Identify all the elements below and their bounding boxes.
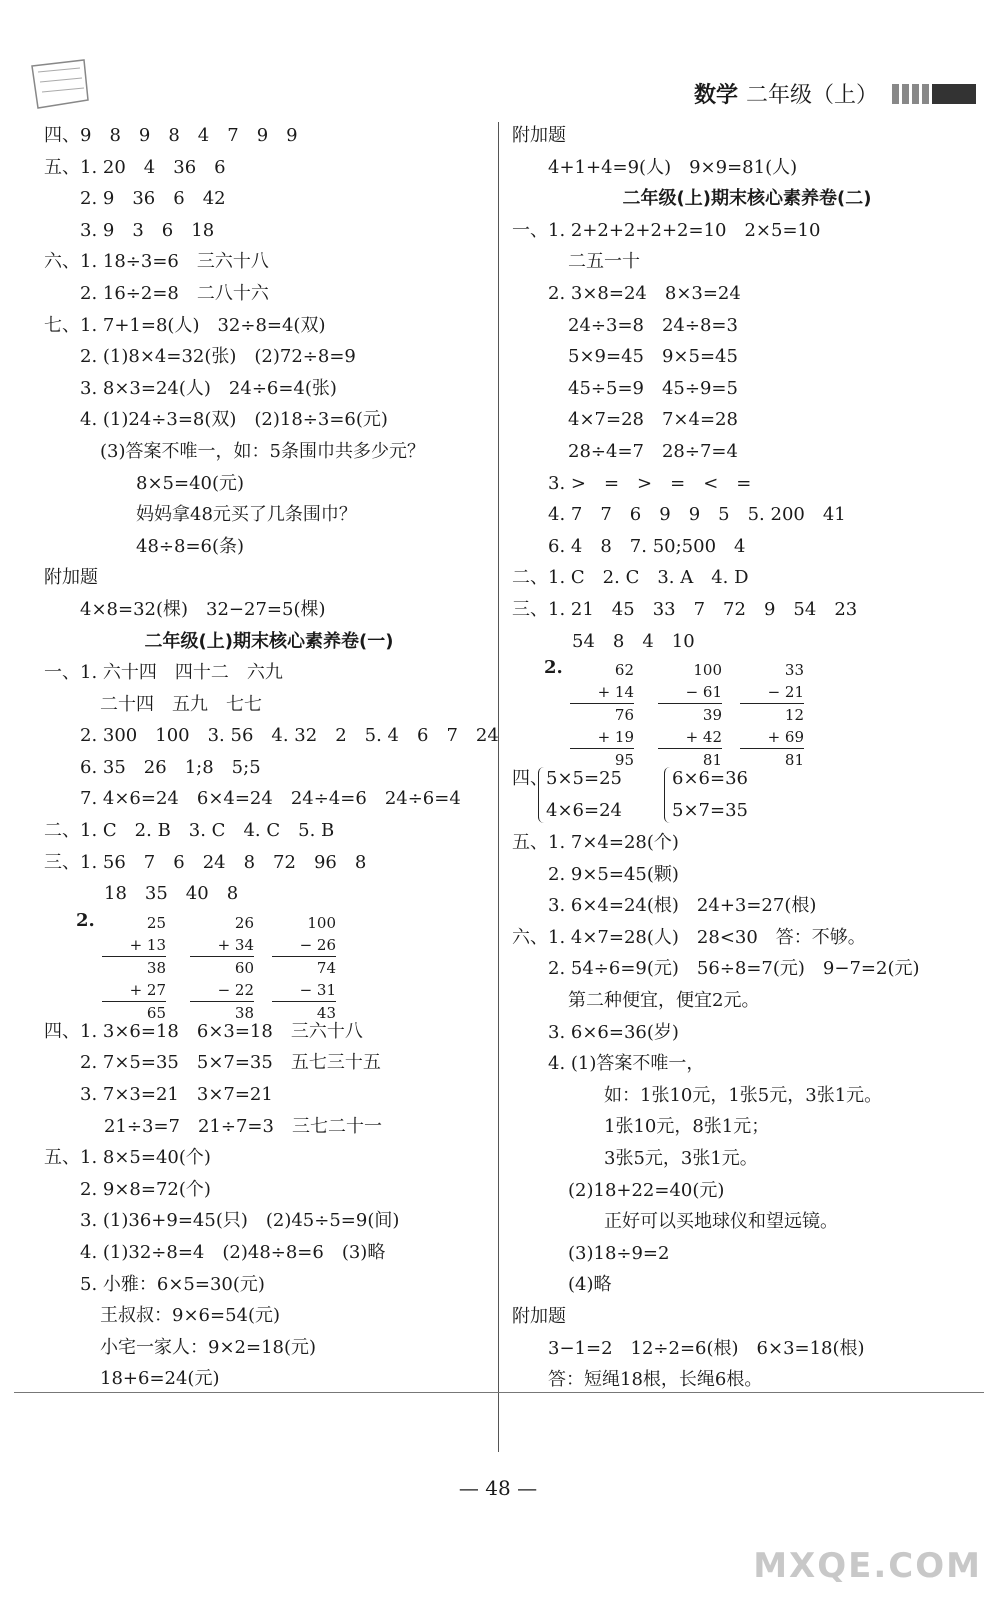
- answer-line: 4. (1)32÷8=4 (2)48÷8=6 (3)略: [80, 1242, 386, 1263]
- calc-row: 26: [234, 913, 254, 932]
- answer-line: 2. 300 100 3. 56 4. 32 2 5. 4 6 7 24: [80, 725, 499, 747]
- page-header: [694, 78, 976, 109]
- answer-line: 二五一十: [568, 251, 640, 273]
- calc-row: 33: [784, 661, 804, 680]
- right-column: [512, 120, 982, 1396]
- answer-line: 3. 8×3=24(人) 24÷6=4(张): [80, 377, 337, 399]
- answer-line: 6. 4 8 7. 50;500 4: [548, 535, 746, 557]
- answer-line: 附加题: [44, 567, 98, 589]
- answer-line: 一、1. 六十四 四十二 六九: [44, 662, 283, 684]
- answer-line: 一、1. 2+2+2+2+2=10 2×5=10: [512, 219, 821, 241]
- vertical-arithmetic: [512, 657, 982, 770]
- stamp-logo-icon: [24, 56, 94, 112]
- equation: 6×6=36: [672, 768, 748, 790]
- calc-row: − 21: [740, 681, 804, 704]
- calc-row: + 14: [570, 681, 634, 704]
- answer-line: 3−1=2 12÷2=6(根) 6×3=18(根): [548, 1337, 865, 1359]
- answer-line: 如：1张10元，1张5元，3张1元。: [604, 1084, 883, 1106]
- calc-row: 76: [614, 706, 634, 725]
- answer-line: 二、1. C 2. C 3. A 4. D: [512, 567, 749, 589]
- answer-line: 3. 6×6=36(岁): [548, 1021, 679, 1043]
- answer-line: 答：短绳18根，长绳6根。: [548, 1369, 763, 1391]
- answer-line: 4. 7 7 6 9 9 5 5. 200 41: [548, 504, 846, 526]
- answer-line: 六、1. 18÷3=6 三六十八: [44, 251, 269, 273]
- answer-line: 28÷4=7 28÷7=4: [568, 440, 738, 462]
- calc-row: 81: [702, 751, 722, 770]
- calc-row: − 26: [272, 934, 336, 957]
- answer-line: 4×7=28 7×4=28: [568, 409, 738, 431]
- answer-line: 3. 7×3=21 3×7=21: [80, 1084, 273, 1106]
- calc-row: 38: [234, 1003, 254, 1022]
- left-column: [44, 120, 499, 1395]
- header-bars-icon: [892, 84, 976, 104]
- vertical-calculation: [658, 659, 722, 771]
- calc-row: − 22: [190, 979, 254, 1002]
- answer-line: (3)18÷9=2: [568, 1242, 670, 1264]
- answer-line: 三、1. 21 45 33 7 72 9 54 23: [512, 598, 858, 620]
- answer-line: 6. 35 26 1;8 5;5: [80, 756, 261, 778]
- calc-row: + 42: [658, 726, 722, 749]
- answer-line: (4)略: [568, 1274, 612, 1296]
- answer-line: 4+1+4=9(人) 9×9=81(人): [548, 156, 798, 178]
- calc-row: 38: [146, 958, 166, 977]
- calc-row: 65: [146, 1003, 166, 1022]
- answer-line: 3. 6×4=24(根) 24+3=27(根): [548, 895, 817, 917]
- answer-line: 附加题: [512, 125, 566, 146]
- answer-line: 四、9 8 9 8 4 7 9 9: [44, 125, 298, 146]
- calc-row: 12: [784, 706, 804, 725]
- answer-line: 妈妈拿48元买了几条围巾？: [136, 504, 357, 526]
- vertical-arithmetic: [44, 909, 494, 1022]
- calc-row: 62: [614, 661, 634, 680]
- answer-line: 48÷8=6(条): [136, 535, 245, 557]
- answer-line: 正好可以买地球仪和望远镜。: [604, 1211, 838, 1233]
- calc-row: 25: [146, 913, 166, 932]
- section-title: 二年级(上)期末核心素养卷(一): [144, 630, 394, 652]
- vertical-calculation: [272, 912, 336, 1024]
- calc-row: 74: [316, 958, 336, 977]
- grade-label: 二年级（上）: [746, 83, 879, 108]
- answer-line: 5×9=45 9×5=45: [568, 346, 738, 368]
- answer-line: 5. 小雅：6×5=30(元): [80, 1273, 265, 1295]
- calc-row: 100: [693, 661, 722, 680]
- column-divider: [498, 122, 499, 1452]
- answer-line: 7. 4×6=24 6×4=24 24÷4=6 24÷6=4: [80, 788, 461, 810]
- calc-row: + 13: [102, 934, 166, 957]
- answer-line: 2. 54÷6=9(元) 56÷8=7(元) 9−7=2(元): [548, 958, 920, 980]
- answer-line: 2. 16÷2=8 二八十六: [80, 282, 269, 304]
- answer-line: 2. 9×8=72(个): [80, 1178, 211, 1200]
- answer-line: 1张10元，8张1元；: [604, 1116, 770, 1138]
- answer-line: 3. > = > = < =: [548, 472, 752, 494]
- section-title: 二年级(上)期末核心素养卷(二): [622, 188, 872, 210]
- page-number: — 48 —: [458, 1476, 538, 1500]
- answer-line: 18+6=24(元): [100, 1368, 220, 1390]
- answer-line: 3. 9 3 6 18: [80, 219, 215, 241]
- answer-line: 2. 3×8=24 8×3=24: [548, 282, 741, 304]
- calc-row: + 34: [190, 934, 254, 957]
- answer-line: 2. 9×5=45(颗): [548, 863, 679, 885]
- equation: 5×7=35: [672, 799, 748, 821]
- answer-line: 五、1. 20 4 36 6: [44, 156, 226, 178]
- answer-line: 二十四 五九 七七: [100, 693, 262, 715]
- calc-row: 43: [316, 1003, 336, 1022]
- question-number: 2.: [76, 909, 95, 931]
- answer-line: 4. (1)24÷3=8(双) (2)18÷3=6(元): [80, 409, 388, 431]
- answer-line: 小宅一家人：9×2=18(元): [100, 1336, 317, 1358]
- vertical-calculation: [190, 912, 254, 1024]
- answer-line: 五、1. 8×5=40(个): [44, 1147, 211, 1169]
- watermark: MXQE.COM: [753, 1546, 982, 1586]
- answer-line: 4. (1)答案不唯一，: [548, 1053, 705, 1075]
- answer-line: (2)18+22=40(元): [568, 1179, 725, 1201]
- calc-row: − 61: [658, 681, 722, 704]
- calc-row: 39: [702, 706, 722, 725]
- calc-row: + 69: [740, 726, 804, 749]
- calc-row: 100: [307, 913, 336, 932]
- calc-row: 60: [234, 958, 254, 977]
- answer-line: 七、1. 7+1=8(人) 32÷8=4(双): [44, 314, 326, 336]
- equation: 4×6=24: [546, 799, 622, 821]
- answer-line: 21÷3=7 21÷7=3 三七二十一: [104, 1115, 382, 1137]
- answer-line: (3)答案不唯一，如：5条围巾共多少元？: [100, 440, 425, 462]
- calc-row: 81: [784, 751, 804, 770]
- calc-row: 95: [614, 751, 634, 770]
- answer-line: 附加题: [512, 1306, 566, 1327]
- answer-line: 3. (1)36+9=45(只) (2)45÷5=9(间): [80, 1210, 400, 1232]
- answer-line: 四、1. 3×6=18 6×3=18 三六十八: [44, 1020, 363, 1042]
- section-label: 四、: [512, 768, 548, 790]
- brace-group: [512, 763, 982, 827]
- answer-line: 六、1. 4×7=28(人) 28<30 答：不够。: [512, 926, 866, 948]
- answer-line: 18 35 40 8: [104, 883, 239, 905]
- answer-line: 45÷5=9 45÷9=5: [568, 377, 738, 399]
- answer-line: 第二种便宜，便宜2元。: [568, 990, 760, 1012]
- calc-row: − 31: [272, 979, 336, 1002]
- answer-line: 2. 9 36 6 42: [80, 188, 226, 210]
- vertical-calculation: [102, 912, 166, 1024]
- answer-line: 二、1. C 2. B 3. C 4. C 5. B: [44, 820, 335, 842]
- answer-line: 24÷3=8 24÷8=3: [568, 314, 738, 336]
- answer-line: 2. (1)8×4=32(张) (2)72÷8=9: [80, 346, 356, 368]
- answer-line: 3张5元，3张1元。: [604, 1148, 758, 1170]
- answer-line: 8×5=40(元): [136, 472, 245, 494]
- answer-line: 4×8=32(棵) 32−27=5(棵): [80, 598, 326, 620]
- answer-line: 2. 7×5=35 5×7=35 五七三十五: [80, 1052, 381, 1074]
- equation: 5×5=25: [546, 768, 622, 790]
- answer-line: 54 8 4 10: [572, 630, 695, 652]
- answer-line: 王叔叔：9×6=54(元): [100, 1305, 281, 1327]
- vertical-calculation: [740, 659, 804, 771]
- calc-row: + 27: [102, 979, 166, 1002]
- vertical-calculation: [570, 659, 634, 771]
- answer-line: 三、1. 56 7 6 24 8 72 96 8: [44, 851, 367, 873]
- answer-line: 五、1. 7×4=28(个): [512, 832, 679, 854]
- question-number: 2.: [544, 657, 563, 679]
- subject-label: 数学: [694, 83, 739, 108]
- calc-row: + 19: [570, 726, 634, 749]
